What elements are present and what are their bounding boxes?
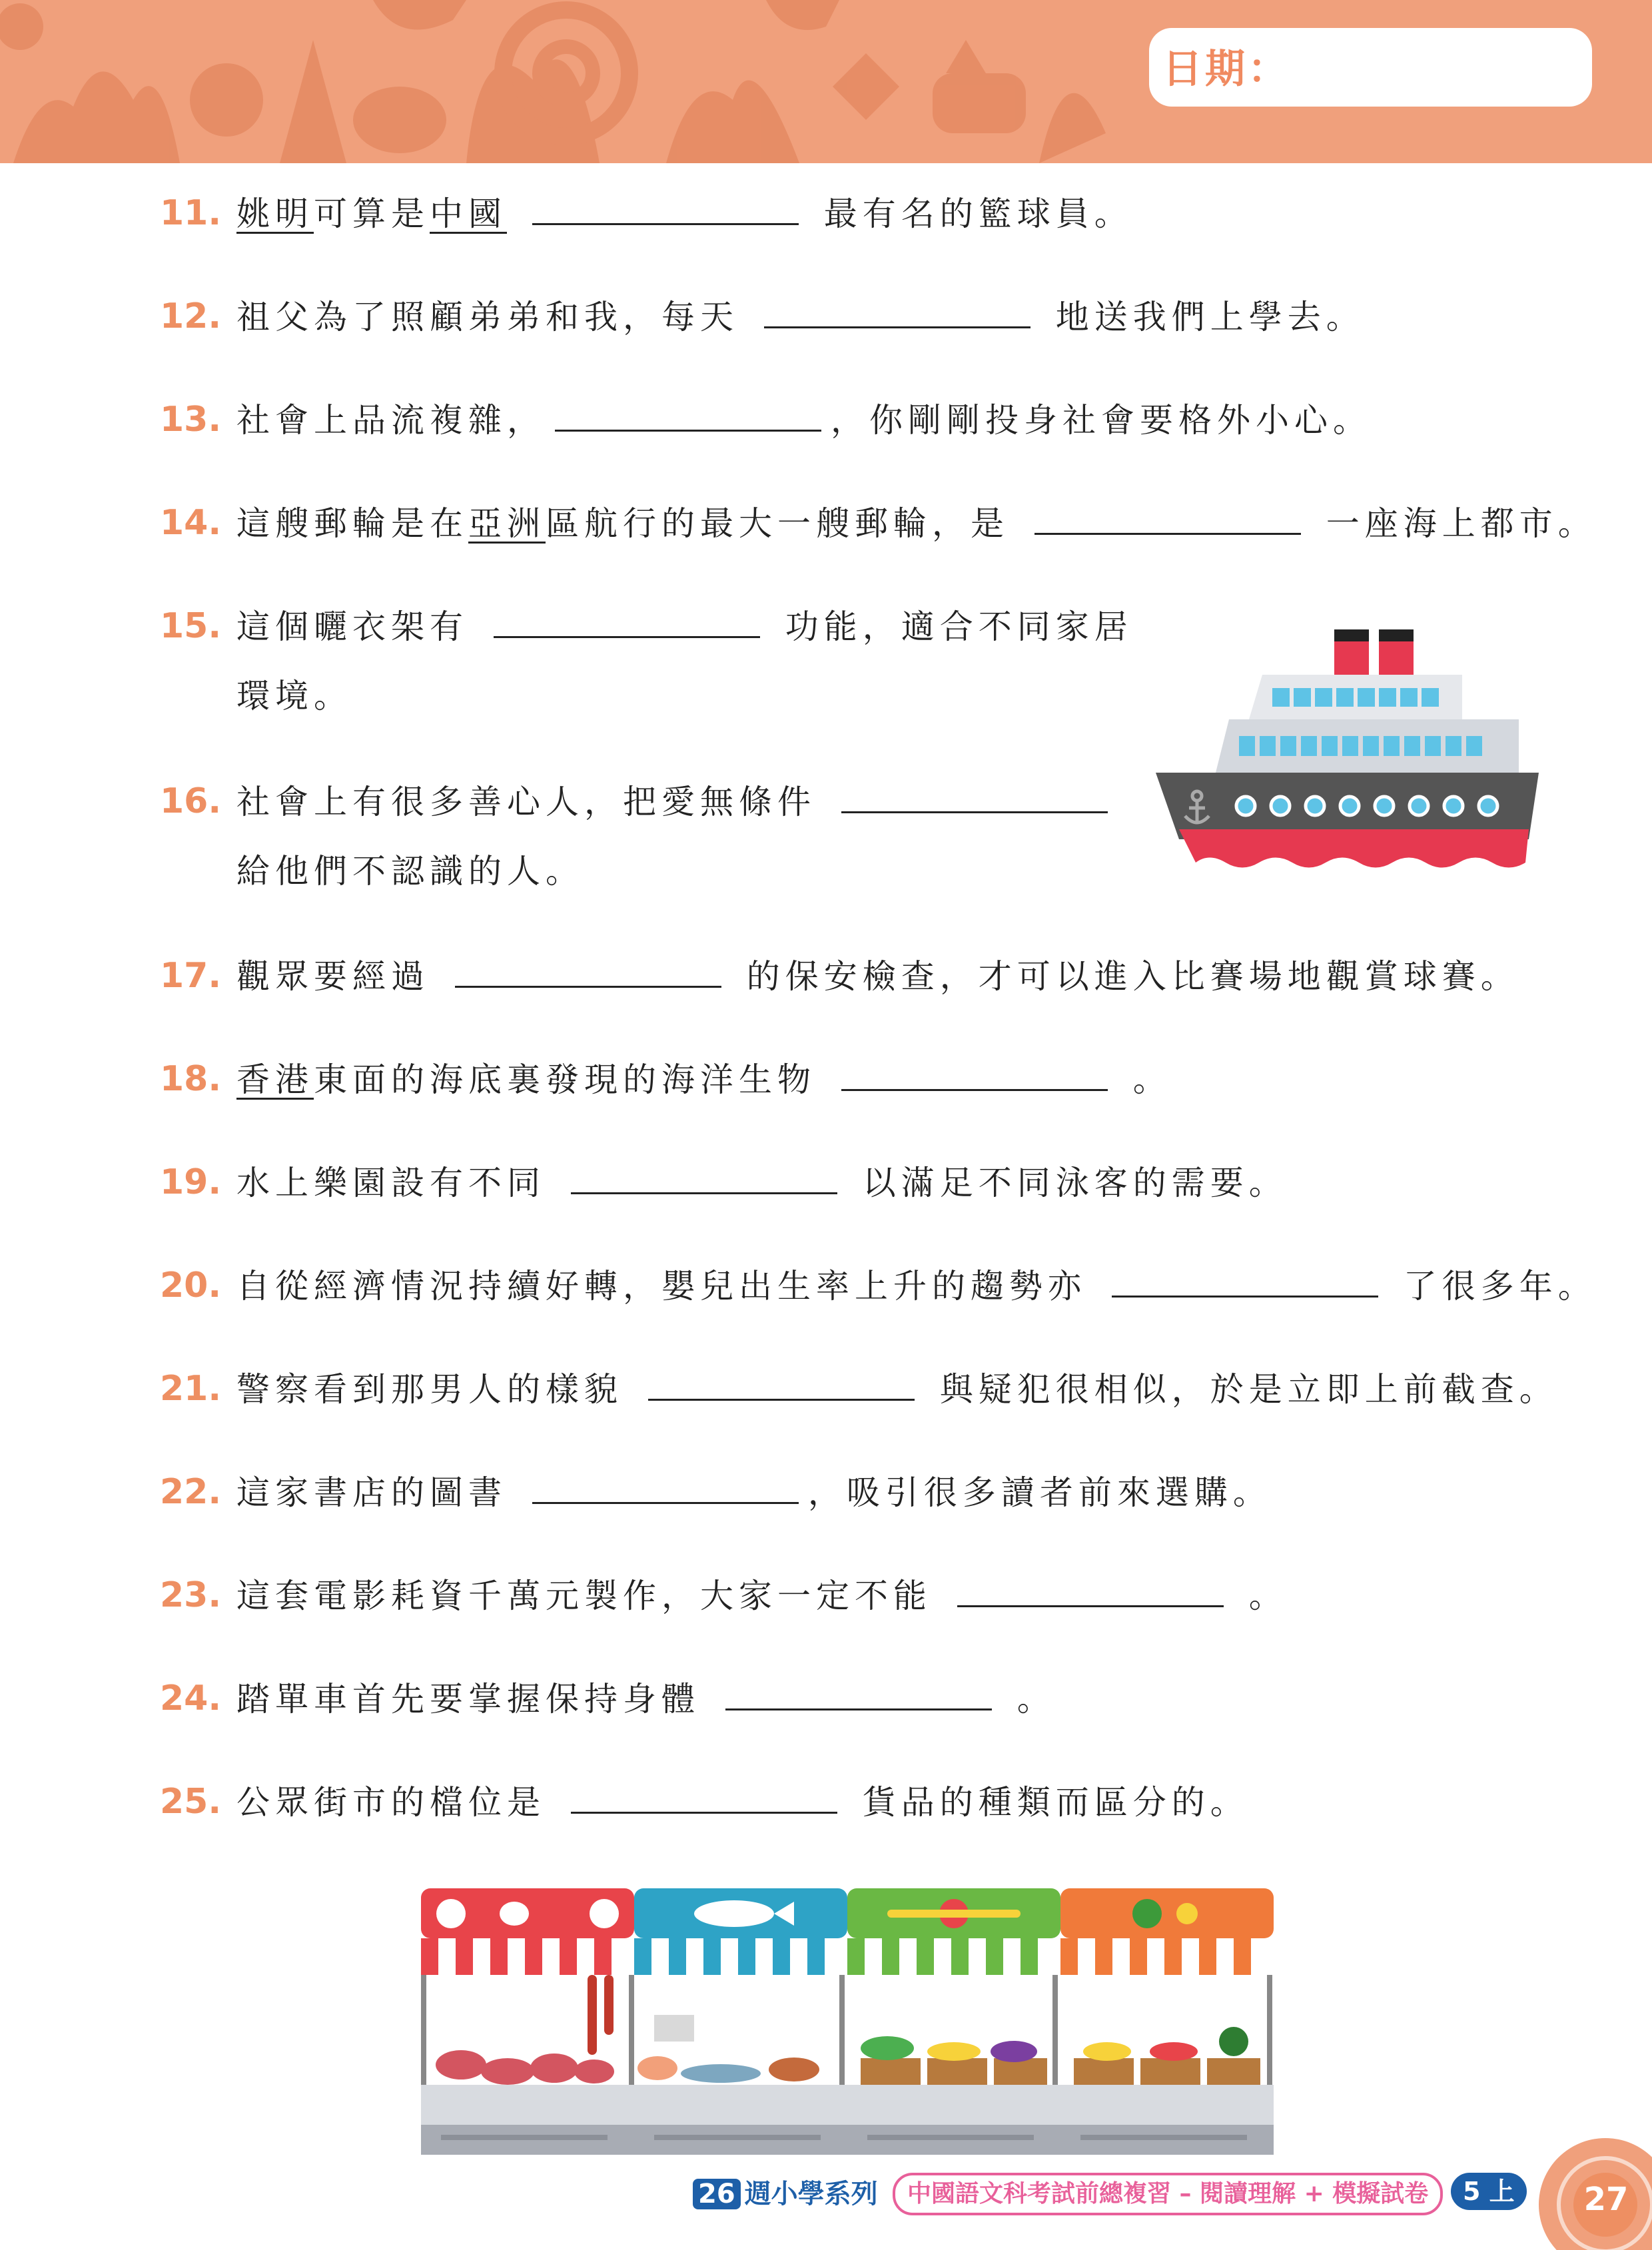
- date-label: 日期：: [1162, 46, 1290, 93]
- question-text: [236, 1778, 1249, 1826]
- answer-blank[interactable]: [571, 1778, 837, 1814]
- question-text: [236, 1056, 1172, 1103]
- grade-badge: 5 上: [1451, 2173, 1527, 2210]
- question-segment: 自從經濟情況持續好轉，嬰兒出生率上升的趨勢亦: [236, 1267, 1102, 1306]
- question-text-continued: 環境。: [236, 677, 352, 715]
- question-segment: 最有名的籃球員。: [807, 194, 1133, 233]
- question-segment: 貨品的種類而區分的。: [846, 1783, 1249, 1822]
- question-segment: 地送我們上學去。: [1039, 298, 1365, 336]
- market-stalls-illustration: [421, 1888, 1274, 2161]
- question-number: 23.: [160, 1575, 222, 1615]
- question-segment: 踏單車首先要掌握保持身體: [236, 1680, 716, 1718]
- question-number: 17.: [160, 956, 222, 996]
- answer-blank[interactable]: [841, 1056, 1108, 1091]
- brand-number: 26: [693, 2179, 741, 2209]
- question-number: 11.: [160, 193, 222, 233]
- answer-blank[interactable]: [532, 1469, 799, 1504]
- question-number: 12.: [160, 296, 222, 336]
- question-segment: 這套電影耗資千萬元製作，大家一定不能: [236, 1577, 948, 1615]
- question-segment: 可算是: [314, 194, 430, 233]
- question-segment: 水上樂園設有不同: [236, 1164, 562, 1202]
- ship-illustration: [1156, 629, 1549, 883]
- answer-blank[interactable]: [764, 293, 1031, 328]
- question-segment: ，吸引很多讀者前來選購。: [807, 1473, 1272, 1512]
- question-text: [236, 1469, 1272, 1516]
- question-number: 13.: [160, 400, 222, 440]
- question-segment: ，你剛剛投身社會要格外小心。: [831, 401, 1372, 440]
- brand-logo: [693, 2173, 878, 2211]
- proper-noun: 姚明: [236, 194, 314, 233]
- question-segment: 警察看到那男人的樣貌: [236, 1370, 639, 1409]
- series-title: 中國語文科考試前總複習 – 閱讀理解 + 模擬試卷: [893, 2173, 1443, 2215]
- question-segment: 這艘郵輪是在: [236, 504, 468, 543]
- answer-blank[interactable]: [571, 1159, 837, 1194]
- page-number: 27: [1583, 2181, 1629, 2218]
- answer-blank[interactable]: [957, 1572, 1224, 1607]
- question-number: 14.: [160, 503, 222, 543]
- question-segment: 了很多年。: [1387, 1267, 1597, 1306]
- answer-blank[interactable]: [555, 396, 821, 432]
- answer-blank[interactable]: [494, 603, 760, 638]
- answer-blank[interactable]: [455, 952, 721, 988]
- question-number: 21.: [160, 1369, 222, 1409]
- question-number: 15.: [160, 606, 222, 646]
- question-segment: [507, 194, 523, 233]
- question-segment: 以滿足不同泳客的需要。: [846, 1164, 1288, 1202]
- question-number: 18.: [160, 1059, 222, 1099]
- question-segment: 社會上品流複雜，: [236, 401, 546, 440]
- date-field[interactable]: [1149, 28, 1592, 107]
- question-text-continued: 給他們不認識的人。: [236, 852, 584, 891]
- question-segment: 社會上有很多善心人，把愛無條件: [236, 783, 832, 821]
- question-segment: 功能，適合不同家居: [769, 607, 1133, 646]
- question-segment: 這家書店的圖書: [236, 1473, 523, 1512]
- question-segment: 公眾街市的檔位是: [236, 1783, 562, 1822]
- answer-blank[interactable]: [725, 1675, 992, 1710]
- question-text: [236, 1159, 1288, 1206]
- question-text: [236, 603, 1133, 650]
- question-segment: 一座海上都市。: [1310, 504, 1597, 543]
- proper-noun: 亞洲: [468, 504, 546, 543]
- question-text: [236, 778, 1117, 825]
- question-number: 25.: [160, 1782, 222, 1822]
- question-segment: 。: [1116, 1060, 1172, 1099]
- page-header: [0, 0, 1652, 163]
- question-number: 20.: [160, 1266, 222, 1306]
- question-text: [236, 293, 1365, 340]
- question-segment: 觀眾要經過: [236, 957, 446, 996]
- question-text: [236, 1365, 1558, 1413]
- brand-text: 週小學系列: [744, 2179, 878, 2209]
- question-text: [236, 190, 1133, 237]
- question-segment: 的保安檢查，才可以進入比賽場地觀賞球賽。: [730, 957, 1519, 996]
- answer-blank[interactable]: [1112, 1262, 1378, 1298]
- answer-blank[interactable]: [841, 778, 1108, 813]
- question-segment: 這個曬衣架有: [236, 607, 484, 646]
- question-text: [236, 952, 1519, 1000]
- question-number: 24.: [160, 1679, 222, 1718]
- question-text: [236, 1262, 1597, 1310]
- proper-noun: 香港: [236, 1060, 314, 1099]
- question-segment: 東面的海底裏發現的海洋生物: [314, 1060, 832, 1099]
- question-segment: 區航行的最大一艘郵輪，是: [546, 504, 1025, 543]
- question-number: 19.: [160, 1162, 222, 1202]
- question-segment: 。: [1001, 1680, 1056, 1718]
- question-number: 16.: [160, 781, 222, 821]
- question-segment: 。: [1232, 1577, 1288, 1615]
- question-text: [236, 500, 1597, 547]
- question-number: 22.: [160, 1472, 222, 1512]
- question-text: [236, 1572, 1288, 1619]
- question-segment: 與疑犯很相似，於是立即上前截查。: [923, 1370, 1558, 1409]
- question-segment: 祖父為了照顧弟弟和我，每天: [236, 298, 755, 336]
- answer-blank[interactable]: [1034, 500, 1301, 535]
- question-text: [236, 1675, 1056, 1722]
- answer-blank[interactable]: [648, 1365, 915, 1401]
- question-text: [236, 396, 1372, 444]
- proper-noun: 中國: [430, 194, 507, 233]
- answer-blank[interactable]: [532, 190, 799, 225]
